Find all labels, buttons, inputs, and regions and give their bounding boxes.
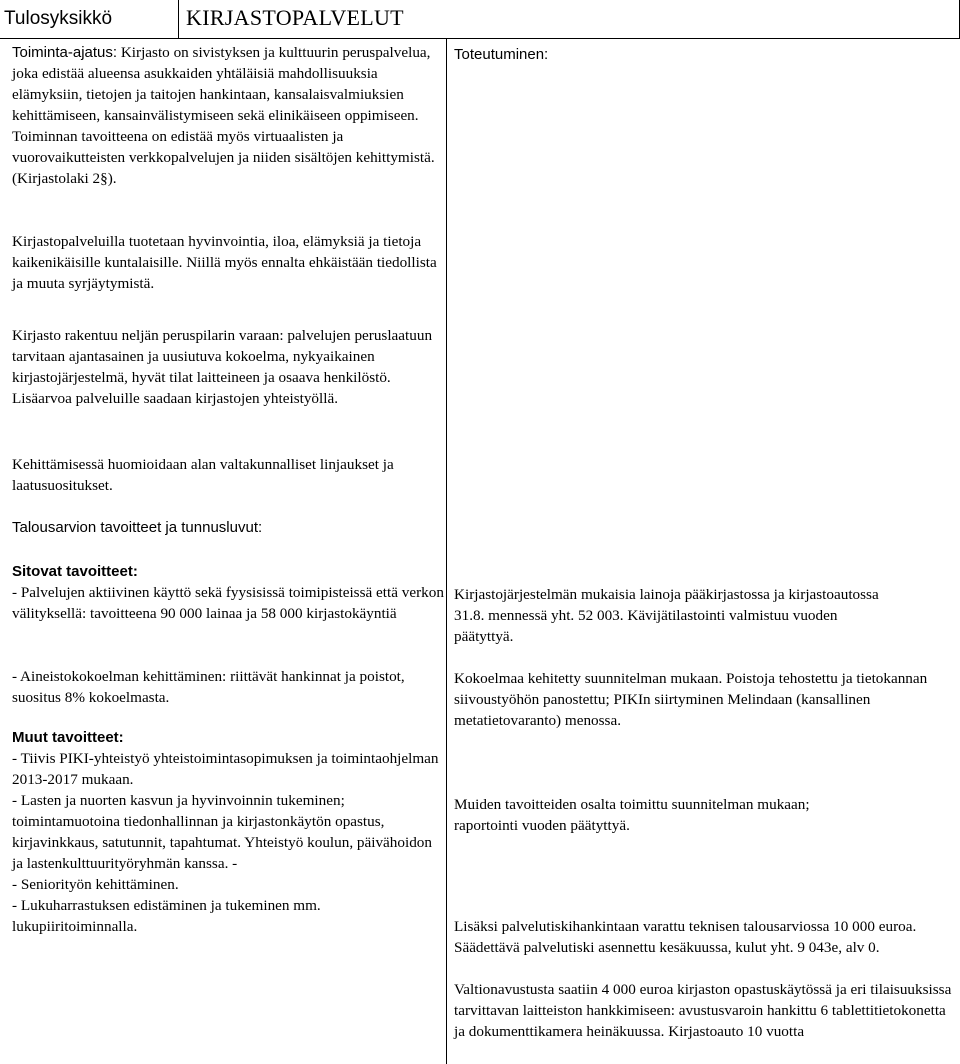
page-title: KIRJASTOPALVELUT [186, 5, 404, 30]
binding-goals-heading: Sitovat tavoitteet: [12, 563, 138, 580]
realization-other-goals: Muiden tavoitteiden osalta toimittu suunnitelman mukaan; raportointi vuoden päätyttyä. [454, 796, 810, 834]
realization-grant: Valtionavustusta saatiin 4 000 euroa kirjaston opastuskäytössä ja eri tilaisuuksissa tarvittavan laitteiston hankkimiseen: avustusvaroin hankittu 6 tablettitietokonetta ja dokumenttikamera heinäkuussa. Kirjastoauto 10 vuotta [454, 981, 952, 1040]
unit-label: Tulosyksikkö [4, 8, 113, 29]
other-goals-heading: Muut tavoitteet: [12, 729, 124, 746]
mission-paragraph [12, 42, 444, 189]
mission-label: Toiminta-ajatus: [12, 44, 118, 61]
realization-loans: Kirjastojärjestelmän mukaisia lainoja pääkirjastossa ja kirjastoautossa 31.8. mennessä yht. 52 003. Kävijätilastointi valmistuu vuoden päätyttyä. [454, 586, 879, 645]
budget-label: Talousarvion tavoitteet ja tunnusluvut: [12, 519, 263, 536]
header-bottom-rule [0, 38, 960, 39]
paragraph-development: Kehittämisessä huomioidaan alan valtakunnalliset linjaukset ja laatusuositukset. [12, 456, 394, 494]
other-goal-reading: - Lukuharrastuksen edistäminen ja tukeminen mm. lukupiiritoiminnalla. [12, 897, 321, 935]
paragraph-wellbeing: Kirjastopalveluilla tuotetaan hyvinvointia, iloa, elämyksiä ja tietoja kaikenikäisille kuntalaisille. Niillä myös ennalta ehkäistään tiedollista ja muuta syrjäytymistä. [12, 233, 437, 292]
realization-collection: Kokoelmaa kehitetty suunnitelman mukaan. Poistoja tehostettu ja tietokannan siivoustyöhön panostettu; PIKIn siirtyminen Melindaan (kansallinen metatietovaranto) menossa. [454, 670, 928, 729]
binding-goal-usage: - Palvelujen aktiivinen käyttö sekä fyysisissä toimipisteissä että verkon välityksellä: tavoitteena 90 000 lainaa ja 58 000 kirjastokäyntiä [12, 584, 444, 622]
paragraph-pillars: Kirjasto rakentuu neljän peruspilarin varaan: palvelujen peruslaatuun tarvitaan ajantasainen ja uusiutuva kokoelma, nykyaikainen kirjastojärjestelmä, hyvät tilat laitteineen ja osaava henkilöstö. Lisäarvoa palveluille saadaan kirjastojen yhteistyöllä. [12, 327, 433, 407]
other-goal-children: - Lasten ja nuorten kasvun ja hyvinvoinnin tukeminen; toimintamuotoina tiedonhallinnan ja kirjastonkäytön opastus, kirjavinkkaus, satutunnit, tapahtumat. Yhteistyö koulun, päivähoidon ja lastenkulttuurityöryhmän kanssa. - [12, 792, 432, 872]
binding-goal-collection: - Aineistokokoelman kehittäminen: riittävät hankinnat ja poistot, suositus 8% kokoelmasta. [12, 668, 405, 706]
column-divider [446, 38, 447, 1064]
realization-service-desk: Lisäksi palvelutiskihankintaan varattu teknisen talousarviossa 10 000 euroa. Säädettävä palvelutiski asennettu kesäkuussa, kulut yht. 9 043e, alv 0. [454, 918, 917, 956]
mission-text: Kirjasto on sivistyksen ja kulttuurin peruspalvelua, joka edistää alueensa asukkaiden yhtäläisiä mahdollisuuksia elämyksiin, tietojen ja taitojen hankintaan, kansalaisvalmiuksien kehittämiseen, kansainvälistymiseen sekä elinikäiseen oppimiseen. Toiminnan tavoitteena on edistää myös virtuaalisten ja vuorovaikutteisten verkkopalvelujen ja niiden sisältöjen kehittymistä. (Kirjastolaki 2§). [12, 44, 435, 187]
other-goal-seniors: - Seniorityön kehittäminen. [12, 876, 179, 893]
mission-block [12, 42, 444, 189]
realization-label: Toteutuminen: [454, 46, 549, 63]
header-row [0, 0, 960, 38]
other-goal-piki: - Tiivis PIKI-yhteistyö yhteistoimintasopimuksen ja toimintaohjelman 2013-2017 mukaan. [12, 750, 439, 788]
header-divider [178, 0, 179, 38]
